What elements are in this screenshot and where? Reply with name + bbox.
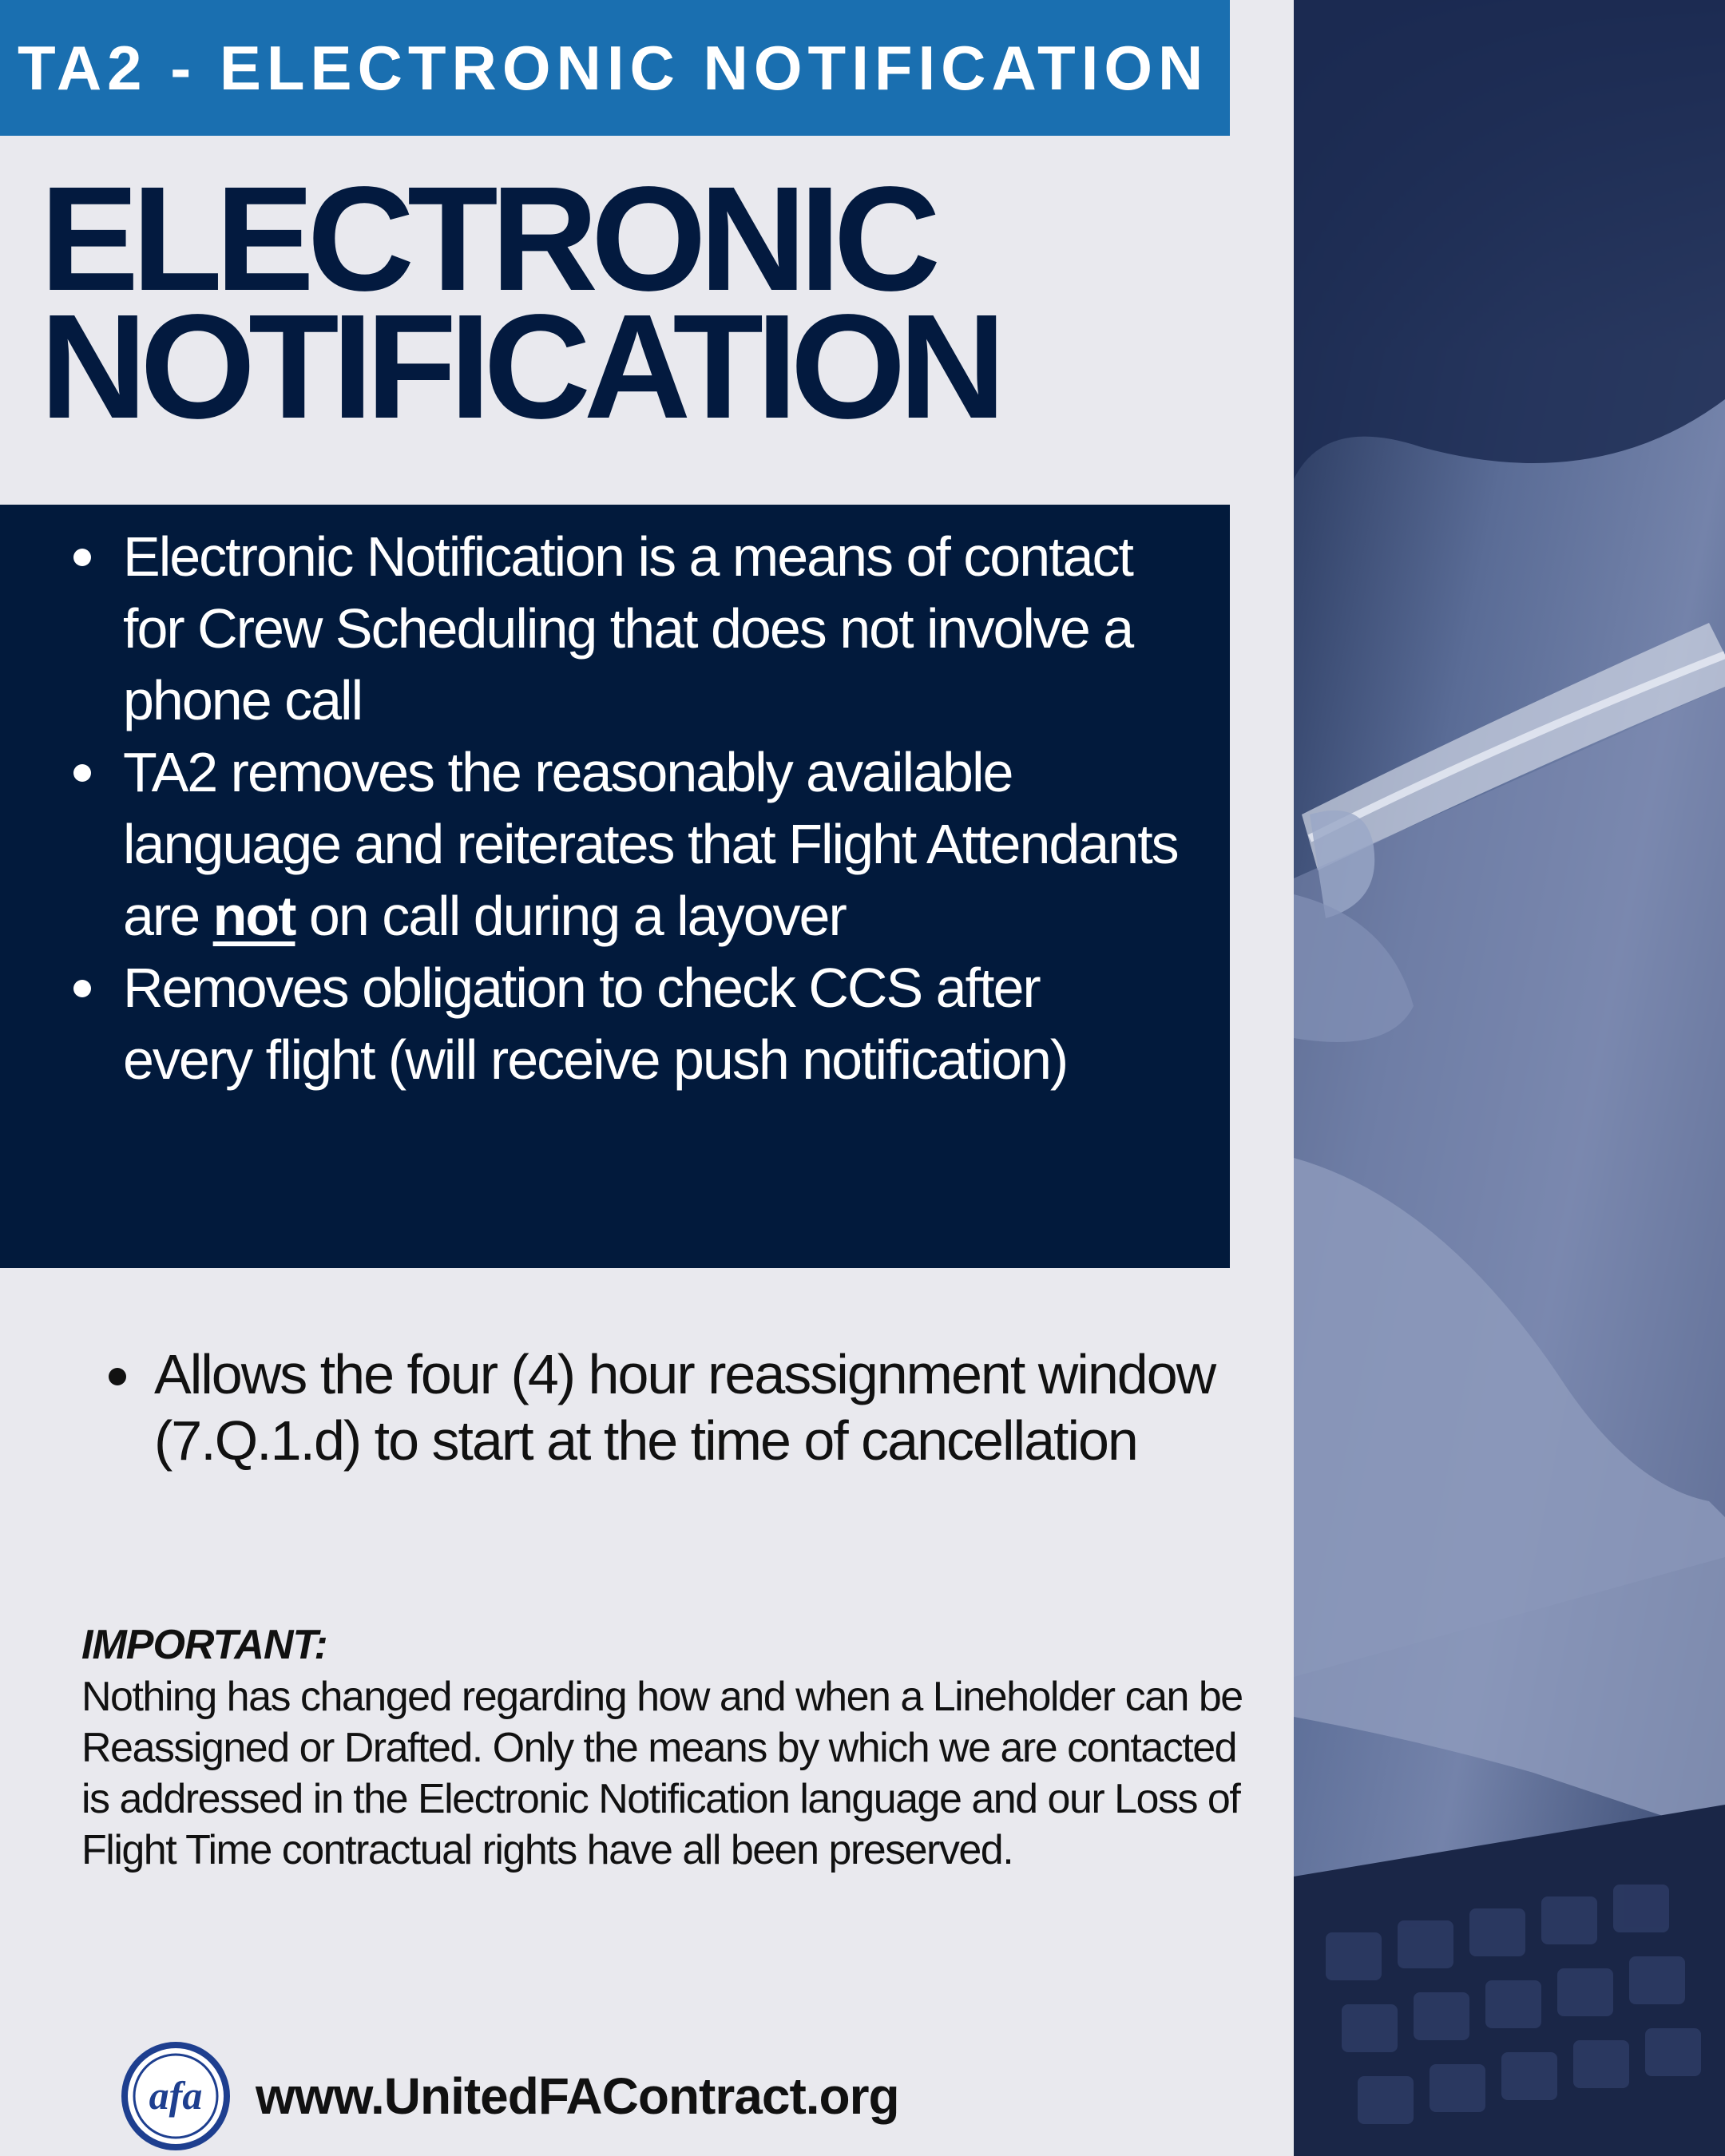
page-title — [40, 157, 999, 450]
important-note — [81, 1619, 1247, 1876]
emphasis-not: not — [212, 885, 295, 947]
header-banner — [0, 0, 1230, 136]
bullet-dot — [73, 549, 91, 566]
important-heading: IMPORTANT: — [81, 1622, 327, 1668]
phone-hands-photo — [1294, 0, 1725, 2156]
website-link[interactable]: www.UnitedFAContract.org — [256, 2067, 899, 2125]
list-item-text: Removes obligation to check CCS after every flight (will receive push notification) — [123, 957, 1068, 1091]
reassignment-list — [0, 1342, 1230, 1474]
key-points-box — [0, 505, 1230, 1268]
bullet-dot — [73, 980, 91, 997]
banner-text: TA2 - ELECTRONIC NOTIFICATION — [18, 32, 1209, 103]
footer — [120, 2040, 899, 2152]
title-line-2: NOTIFICATION — [40, 284, 999, 450]
list-item-text: TA2 removes the reasonably available language and reiterates that Flight Attendants are — [123, 741, 1178, 947]
logo-text: afa — [149, 2073, 203, 2118]
list-item — [0, 1342, 1230, 1474]
list-item-text: Allows the four (4) hour reassignment window (7.Q.1.d) to start at the time of cancellation — [154, 1343, 1215, 1472]
list-item — [0, 521, 1182, 736]
list-item-text: Electronic Notification is a means of contact for Crew Scheduling that does not involve a phone call — [123, 525, 1133, 731]
list-item-text-after: on call during a layover — [295, 885, 846, 947]
afa-logo-icon — [120, 2040, 232, 2152]
list-item — [0, 736, 1182, 952]
list-item — [0, 952, 1182, 1096]
important-body: Nothing has changed regarding how and when a Lineholder can be Reassigned or Drafted. Only the means by which we are contacted is addressed in the Electronic Notification language and our Loss of Flight Time contractual rights have all been preserved. — [81, 1674, 1243, 1873]
key-points-list — [0, 505, 1230, 1096]
title-line-1: ELECTRONIC — [40, 157, 934, 322]
photo-panel — [1294, 0, 1725, 2156]
bullet-dot — [109, 1368, 126, 1385]
bullet-dot — [73, 764, 91, 782]
